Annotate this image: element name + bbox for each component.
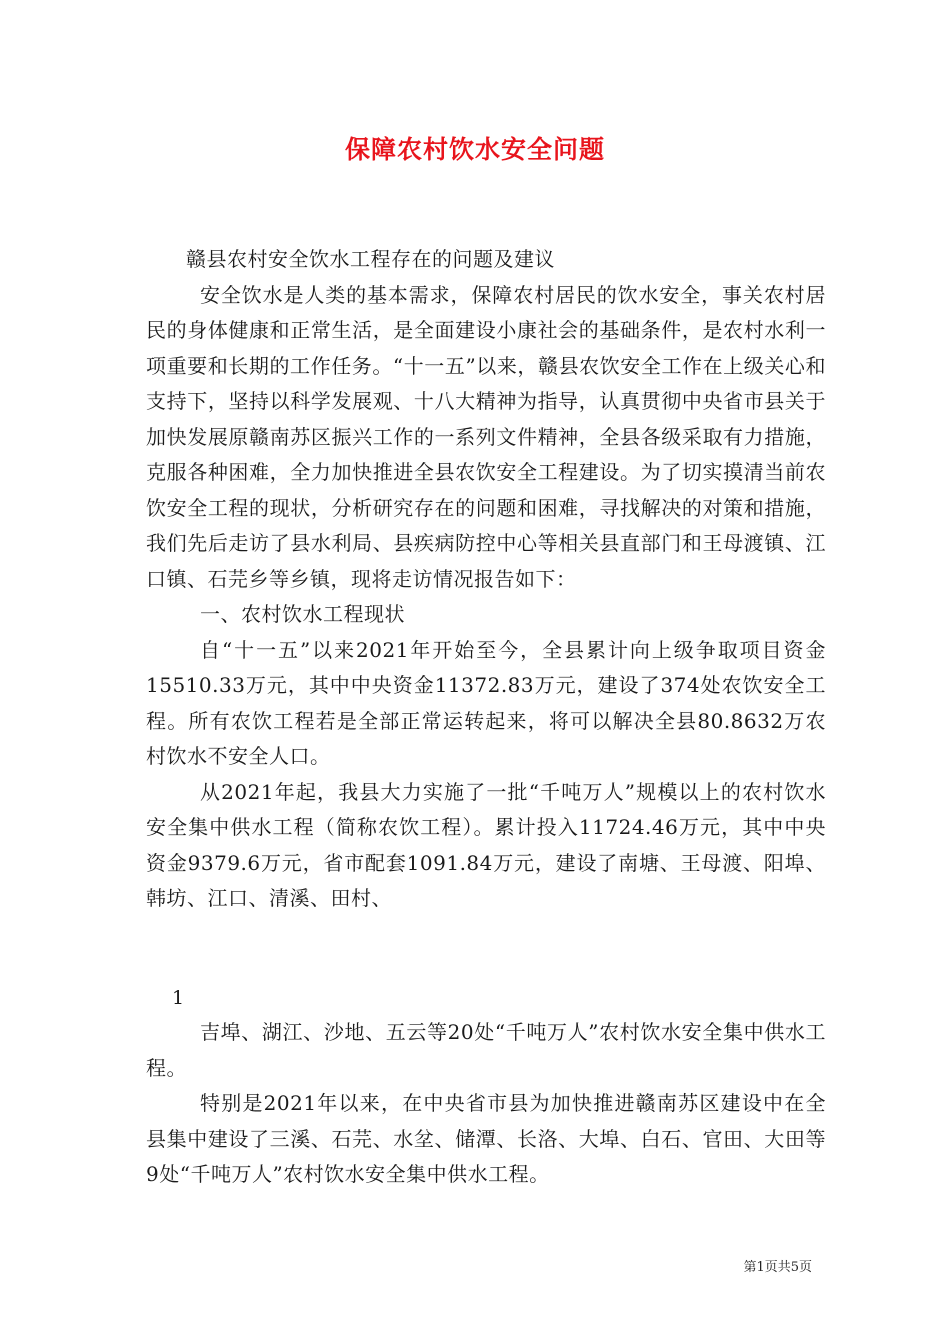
page-title: 保障农村饮水安全问题 xyxy=(344,135,605,164)
paragraph: 吉埠、湖江、沙地、五云等20处“千吨万人”农村饮水安全集中供水工程。 xyxy=(146,1020,826,1080)
body-text-top xyxy=(146,242,826,917)
page-footer: 第1页共5页 xyxy=(743,1260,812,1275)
section-heading: 赣县农村安全饮水工程存在的问题及建议 xyxy=(186,247,555,271)
body-text-bottom xyxy=(146,1015,826,1193)
paragraph: 特别是2021年以来，在中央省市县为加快推进赣南苏区建设中在全县集中建设了三溪、石芫、水坌、储潭、长洛、大埠、白石、官田、大田等9处“千吨万人”农村饮水安全集中供水工程。 xyxy=(146,1091,826,1186)
paragraph: 安全饮水是人类的基本需求，保障农村居民的饮水安全，事关农村居民的身体健康和正常生活，是全面建设小康社会的基础条件，是农村水利一项重要和长期的工作任务。“十一五”以来，赣县农饮安全工作在上级关心和支持下，坚持以科学发展观、十八大精神为指导，认真贯彻中央省市县关于加快发展原赣南苏区振兴工作的一系列文件精神，全县各级采取有力措施，克服各种困难，全力加快推进全县农饮安全工程建设。为了切实摸清当前农饮安全工程的现状，分析研究存在的问题和困难，寻找解决的对策和措施，我们先后走访了县水利局、县疾病防控中心等相关县直部门和王母渡镇、江口镇、石芫乡等乡镇，现将走访情况报告如下： xyxy=(146,282,826,591)
paragraph: 自“十一五”以来2021年开始至今，全县累计向上级争取项目资金15510.33万元，其中中央资金11372.83万元，建设了374处农饮安全工程。所有农饮工程若是全部正常运转起来，将可以解决全县80.8632万农村饮水不安全人口。 xyxy=(146,637,826,768)
paragraph: 从2021年起，我县大力实施了一批“千吨万人”规模以上的农村饮水安全集中供水工程（简称农饮工程）。累计投入11724.46万元，其中中央资金9379.6万元，省市配套1091.84万元，建设了南塘、王母渡、阳埠、韩坊、江口、清溪、田村、 xyxy=(146,779,826,910)
page-marker: 1 xyxy=(172,987,185,1009)
subheading: 一、农村饮水工程现状 xyxy=(200,602,405,626)
